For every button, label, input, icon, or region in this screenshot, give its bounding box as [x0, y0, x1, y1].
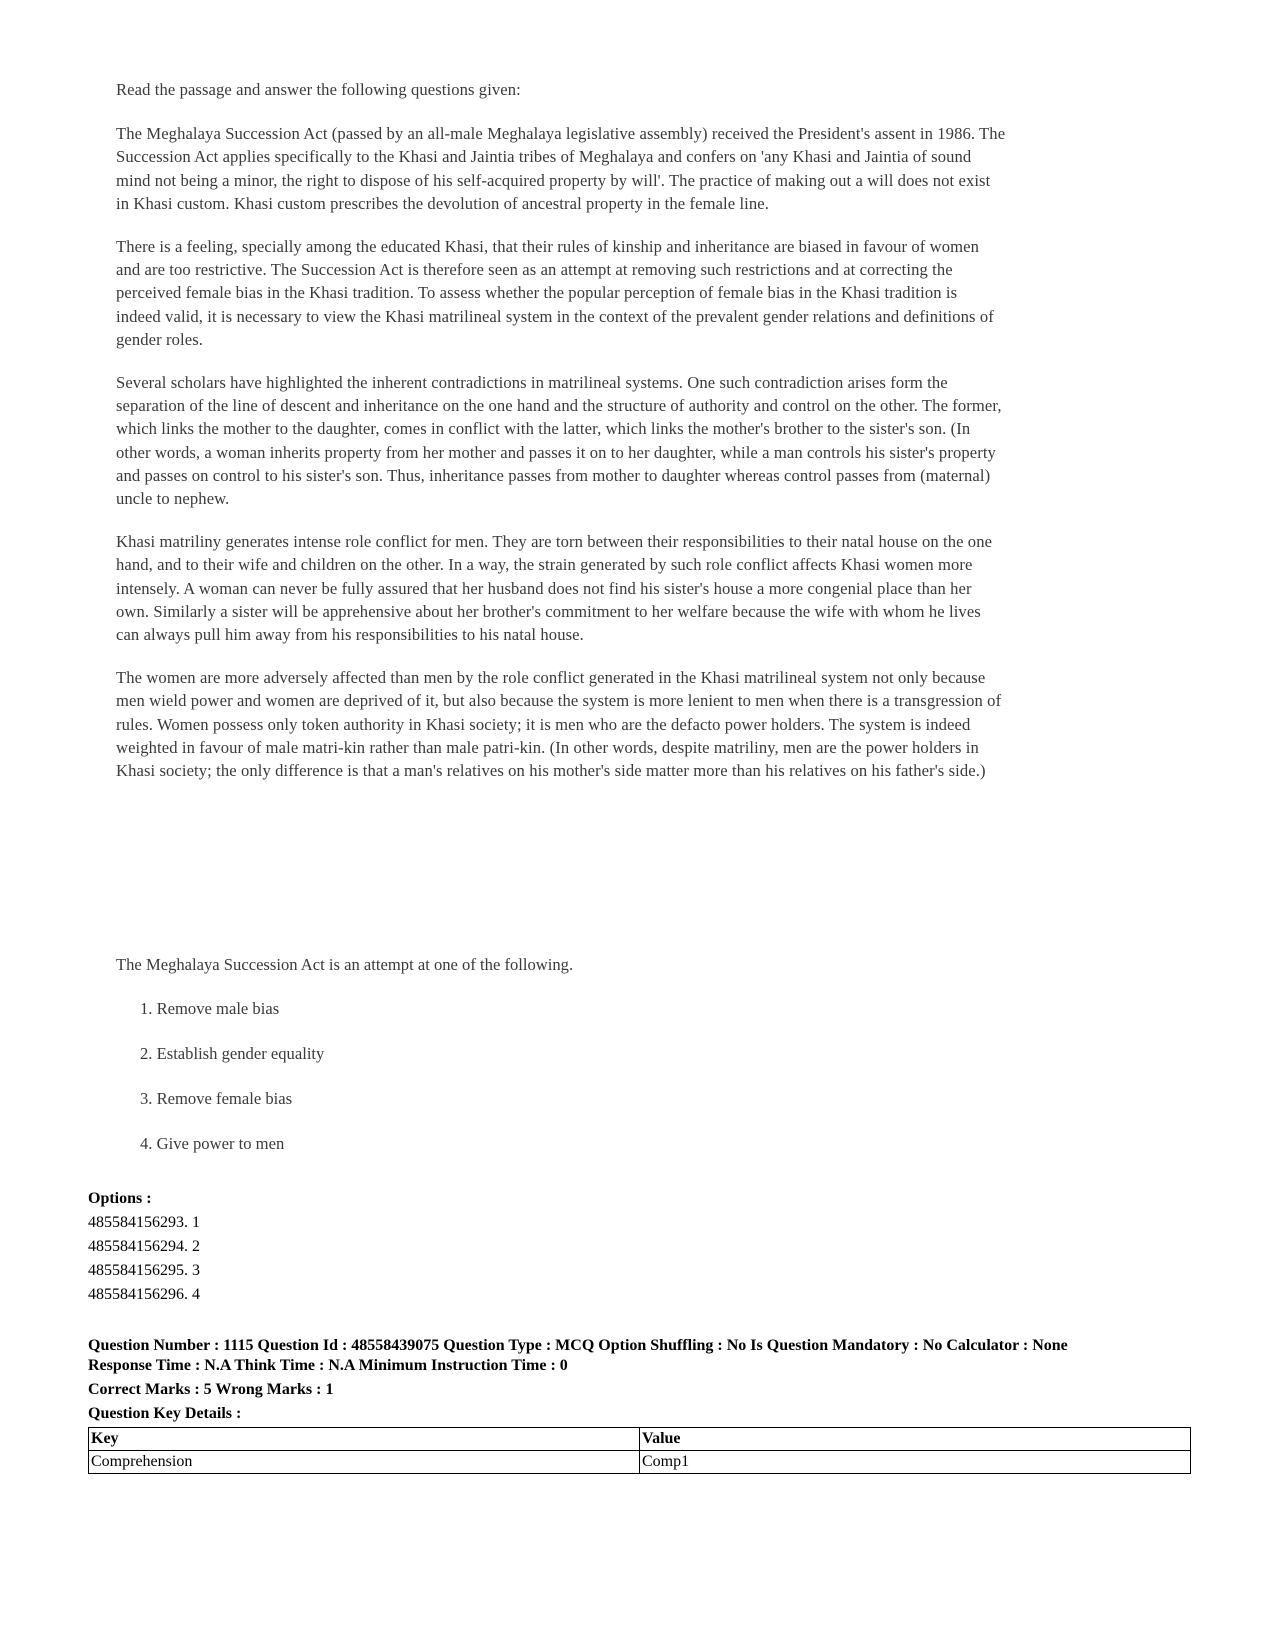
choice-item: 4. Give power to men: [140, 1134, 285, 1153]
passage-paragraph: Several scholars have highlighted the inherent contradictions in matrilineal systems. One such contradiction arises form the separation of the line of descent and inheritance on the one hand and the structure of authority and control on the other. The former, which links the mother to the daughter, comes in conflict with the latter, which links the mother's brother to the sister's son. (In other words, a woman inherits property from her mother and passes it on to her daughter, while a man controls his sister's property and passes on control to his sister's son. Thus, inheritance passes from mother to daughter whereas control passes from (maternal) uncle to nephew.: [116, 373, 1002, 509]
options-block: [88, 1187, 200, 1307]
passage-paragraph: The Meghalaya Succession Act (passed by an all-male Meghalaya legislative assembly) received the President's assent in 1986. The Succession Act applies specifically to the Khasi and Jaintia tribes of Meghalaya and confers on 'any Khasi and Jaintia of sound mind not being a minor, the right to dispose of his self-acquired property by will'. The practice of making out a will does not exist in Khasi custom. Khasi custom prescribes the devolution of ancestral property in the female line.: [116, 124, 1006, 213]
options-label: Options :: [88, 1190, 152, 1207]
table-cell: Comp1: [640, 1451, 1191, 1474]
choice-item: 2. Establish gender equality: [140, 1044, 325, 1063]
option-item: 485584156293. 1: [88, 1214, 200, 1231]
option-item: 485584156294. 2: [88, 1238, 200, 1255]
passage-paragraph: There is a feeling, specially among the educated Khasi, that their rules of kinship and inheritance are biased in favour of women and are too restrictive. The Succession Act is therefore seen as an attempt at removing such restrictions and at correcting the perceived female bias in the Khasi tradition. To assess whether the popular perception of female bias in the Khasi tradition is indeed valid, it is necessary to view the Khasi matrilineal system in the context of the prevalent gender relations and definitions of gender roles.: [116, 237, 994, 349]
table-header-value: Value: [640, 1428, 1191, 1451]
table-header-row: [89, 1428, 1191, 1451]
choice-item: 3. Remove female bias: [140, 1089, 293, 1108]
table-header-key: Key: [89, 1428, 640, 1451]
marks-line: Correct Marks : 5 Wrong Marks : 1: [88, 1381, 334, 1398]
question-meta: [88, 1336, 1198, 1428]
passage-intro: Read the passage and answer the following questions given:: [116, 80, 521, 99]
key-details-label: Question Key Details :: [88, 1405, 242, 1422]
choice-list: [116, 997, 1006, 1155]
table-cell: Comprehension: [89, 1451, 640, 1474]
question-image: [116, 953, 1006, 1177]
passage-paragraph: Khasi matriliny generates intense role conflict for men. They are torn between their responsibilities to their natal house on the one hand, and to their wife and children on the other. In a way, the strain generated by such role conflict affects Khasi women more intensely. A woman can never be fully assured that her husband does not find his sister's house a more congenial place than her own. Similarly a sister will be apprehensive about her brother's commitment to her welfare because the wife with whom he lives can always pull him away from his responsibilities to his natal house.: [116, 532, 993, 645]
key-details-table: [88, 1427, 1191, 1474]
table-row: [89, 1451, 1191, 1474]
choice-item: 1. Remove male bias: [140, 999, 280, 1018]
passage-image: [116, 78, 1006, 802]
question-meta-line: Response Time : N.A Think Time : N.A Minimum Instruction Time : 0: [88, 1357, 568, 1374]
option-item: 485584156296. 4: [88, 1286, 200, 1303]
question-stem: The Meghalaya Succession Act is an attempt at one of the following.: [116, 955, 574, 974]
question-meta-line: Question Number : 1115 Question Id : 48558439075 Question Type : MCQ Option Shuffling : No Is Question Mandatory : No Calculator : None: [88, 1337, 1068, 1354]
passage-paragraph: The women are more adversely affected than men by the role conflict generated in the Khasi matrilineal system not only because men wield power and women are deprived of it, but also because the system is more lenient to men when there is a transgression of rules. Women possess only token authority in Khasi society; it is men who are the defacto power holders. The system is indeed weighted in favour of male matri-kin rather than male patri-kin. (In other words, despite matriliny, men are the power holders in Khasi society; the only difference is that a man's relatives on his mother's side matter more than his relatives on his father's side.): [116, 668, 1002, 781]
option-item: 485584156295. 3: [88, 1262, 200, 1279]
